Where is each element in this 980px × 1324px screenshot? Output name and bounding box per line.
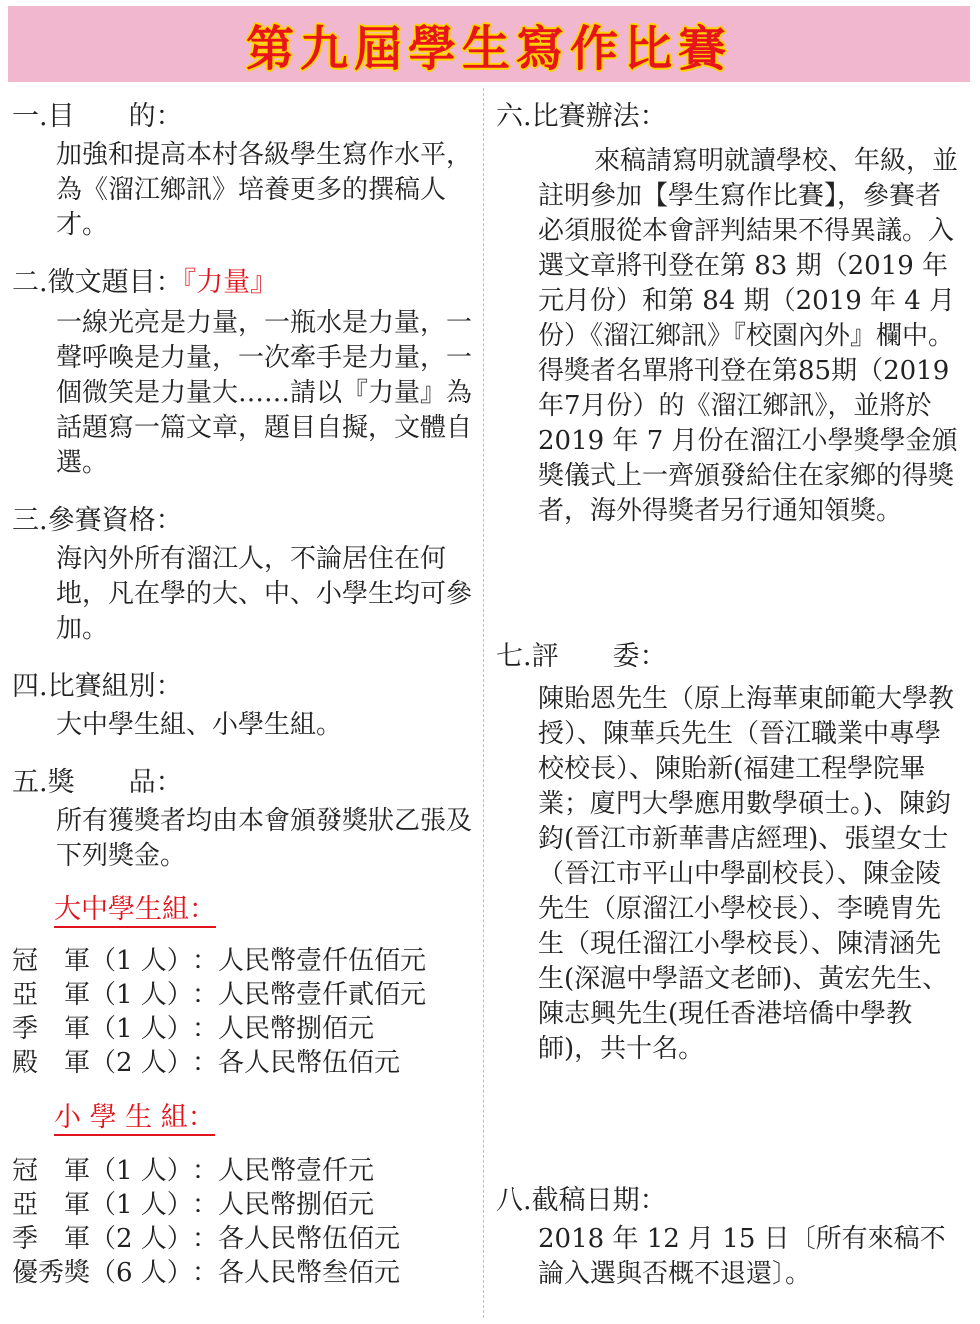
primary-prize-row bbox=[12, 1222, 400, 1256]
section-number: 三. bbox=[12, 505, 48, 536]
senior-group-heading: 大中學生組： bbox=[54, 894, 216, 928]
prize-amount: ：各人民幣叁佰元 bbox=[192, 1258, 401, 1288]
prize-rank: 季 軍（1 人） bbox=[12, 1014, 193, 1044]
section-3-heading bbox=[12, 498, 183, 537]
section-4-body: 大中學生組、小學生組。 bbox=[56, 710, 343, 740]
prize-amount: ：人民幣捌佰元 bbox=[192, 1190, 375, 1220]
senior-prize-row bbox=[12, 944, 426, 978]
section-label: 比賽組別： bbox=[47, 671, 183, 702]
section-4-heading bbox=[12, 664, 183, 703]
section-5-heading bbox=[12, 760, 183, 799]
section-number: 六. bbox=[496, 101, 532, 132]
prize-amount: ：各人民幣伍佰元 bbox=[192, 1048, 401, 1078]
section-label: 比賽辦法： bbox=[531, 101, 667, 132]
section-8-heading bbox=[496, 1178, 667, 1217]
prize-rank: 殿 軍（2 人） bbox=[12, 1048, 193, 1078]
prize-rank: 冠 軍（1 人） bbox=[12, 1156, 193, 1186]
section-label: 參賽資格： bbox=[47, 505, 183, 536]
section-label: 評 委： bbox=[531, 641, 667, 672]
primary-prize-row bbox=[12, 1256, 400, 1290]
section-6-heading bbox=[496, 94, 667, 133]
section-number: 七. bbox=[496, 641, 532, 672]
section-7-heading bbox=[496, 634, 667, 673]
senior-prize-row bbox=[12, 1046, 400, 1080]
prize-amount: ：人民幣壹仟伍佰元 bbox=[192, 946, 427, 976]
prize-rank: 優秀獎（6 人） bbox=[12, 1258, 193, 1288]
title-banner bbox=[8, 6, 970, 82]
section-label: 徵文題目： bbox=[47, 267, 183, 298]
section-3-body: 海內外所有溜江人，不論居住在何地，凡在學的大、中、小學生均可參加。 bbox=[56, 544, 473, 644]
prize-rank: 冠 軍（1 人） bbox=[12, 946, 193, 976]
section-1-body: 加強和提高本村各級學生寫作水平，為《溜江鄉訊》培養更多的撰稿人才。 bbox=[56, 140, 473, 240]
section-number: 一. bbox=[12, 101, 48, 132]
section-label: 獎 品： bbox=[47, 767, 183, 798]
senior-prize-row bbox=[12, 978, 426, 1012]
section-label: 目 的： bbox=[47, 101, 183, 132]
prize-rank: 亞 軍（1 人） bbox=[12, 1190, 193, 1220]
section-1-heading bbox=[12, 94, 183, 133]
section-5-body: 所有獲獎者均由本會頒發獎狀乙張及下列獎金。 bbox=[56, 806, 473, 871]
senior-prize-row bbox=[12, 1012, 374, 1046]
section-number: 五. bbox=[12, 767, 48, 798]
section-label: 截稿日期： bbox=[531, 1185, 667, 1216]
section-number: 八. bbox=[496, 1185, 532, 1216]
prize-amount: ：人民幣捌佰元 bbox=[192, 1014, 375, 1044]
prize-amount: ：人民幣壹仟元 bbox=[192, 1156, 375, 1186]
column-divider bbox=[483, 88, 484, 1318]
primary-prize-row bbox=[12, 1154, 374, 1188]
page-title: 第九屆學生寫作比賽 bbox=[245, 20, 732, 77]
primary-prize-row bbox=[12, 1188, 374, 1222]
section-6-body: 來稿請寫明就讀學校、年級，並註明參加【學生寫作比賽】，參賽者必須服從本會評判結果不得異議。入選文章將刊登在第 83 期（2019 年元月份）和第 84 期（2019 年 4 月份）《溜江鄉訊》『校園內外』欄中。得獎者名單將刊登在第85期（2019年7月份）的《溜江鄉訊》，並將於 2019 年 7 月份在溜江小學獎學金頒獎儀式上一齊頒發給住在家鄉的得獎者，海外得獎者另行通知領獎。 bbox=[538, 146, 959, 526]
prize-rank: 季 軍（2 人） bbox=[12, 1224, 193, 1254]
section-7-body: 陳貽恩先生（原上海華東師範大學教授）、陳華兵先生（晉江職業中專學校校長）、陳貽新(福建工程學院畢業；廈門大學應用數學碩士。)、陳鈞鈞(晉江市新華書店經理)、張望女士（晉江市平山中學副校長）、陳金陵先生（原溜江小學校長）、李曉胄先生（現任溜江小學校長）、陳清涵先生(深滬中學語文老師)、黃宏先生、陳志興先生(現任香港培僑中學教師)，共十名。 bbox=[538, 684, 955, 1064]
prize-amount: ：人民幣壹仟貳佰元 bbox=[192, 980, 427, 1010]
section-2-heading bbox=[12, 260, 277, 299]
section-number: 四. bbox=[12, 671, 48, 702]
prize-rank: 亞 軍（1 人） bbox=[12, 980, 193, 1010]
section-number: 二. bbox=[12, 267, 48, 298]
section-8-body: 2018 年 12 月 15 日〔所有來稿不論入選與否概不退還〕。 bbox=[538, 1224, 946, 1289]
essay-topic: 『力量』 bbox=[182, 267, 278, 298]
primary-group-heading: 小 學 生 組： bbox=[54, 1102, 215, 1136]
section-2-body: 一線光亮是力量，一瓶水是力量，一聲呼喚是力量，一次牽手是力量，一個微笑是力量大……請以『力量』為話題寫一篇文章，題目自擬，文體自選。 bbox=[56, 308, 473, 478]
prize-amount: ：各人民幣伍佰元 bbox=[192, 1224, 401, 1254]
